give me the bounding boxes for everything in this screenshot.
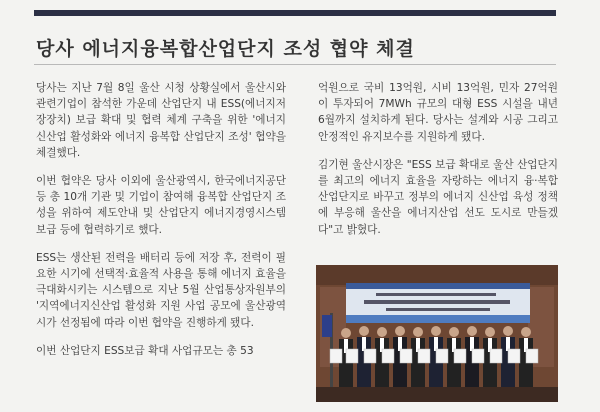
paragraph: 김기현 울산시장은 "ESS 보급 확대로 울산 산업단지를 최고의 에너지 효율을 자랑하는 에너지 융·복합 산업단지로 바꾸고 정부의 에너지 신산업 육성 정책에 부응해 울산을 에너지산업 선도 도시로 만들겠다"고 밝혔다. bbox=[318, 158, 558, 236]
paragraph: ESS는 생산된 전력을 배터리 등에 저장 후, 전력이 필요한 시기에 선택적·효율적 사용을 통해 에너지 효율을 극대화시키는 시스템으로 지난 5월 산업통상자원부의 '지역에너지신산업 활성화 지원 사업 공모에 울산광역시가 선정됨에 따라 이번 협약을 진행하게 됐다. bbox=[36, 251, 286, 329]
left-column bbox=[36, 80, 286, 371]
paragraph: 당사는 지난 7월 8일 울산 시청 상황실에서 울산시와 관련기업이 참석한 가운데 산업단지 내 ESS(에너지저장장치) 보급 확대 및 협력 체계 구축을 위한 '에너지 신산업 활성화와 에너지 융복합 산업단지 조성' 협약을 체결했다. bbox=[36, 82, 286, 159]
paragraph: 이번 협약은 당사 이외에 울산광역시, 한국에너지공단 등 총 10개 기관 및 기업이 참여해 융복합 산업단지 조성을 위하여 제도안내 및 산업단지 에너지경영시스템 보급 등에 협력하기로 했다. bbox=[36, 175, 286, 236]
header-bar bbox=[34, 10, 556, 16]
title-divider bbox=[34, 64, 556, 65]
article-title: 당사 에너지융복합산업단지 조성 협약 체결 bbox=[36, 38, 415, 60]
paragraph: 억원으로 국비 13억원, 시비 13억원, 민자 27억원이 투자되어 7MWh 규모의 대형 ESS 시설을 내년 6월까지 설치하게 된다. 당사는 설계와 시공 그리고 안정적인 유지보수를 지원하게 됐다. bbox=[318, 82, 558, 143]
right-column bbox=[318, 80, 558, 250]
paragraph: 이번 산업단지 ESS보급 확대 사업규모는 총 53 bbox=[36, 344, 254, 357]
ceremony-photo bbox=[316, 265, 558, 402]
ceremony-photo-drawing bbox=[316, 265, 558, 402]
